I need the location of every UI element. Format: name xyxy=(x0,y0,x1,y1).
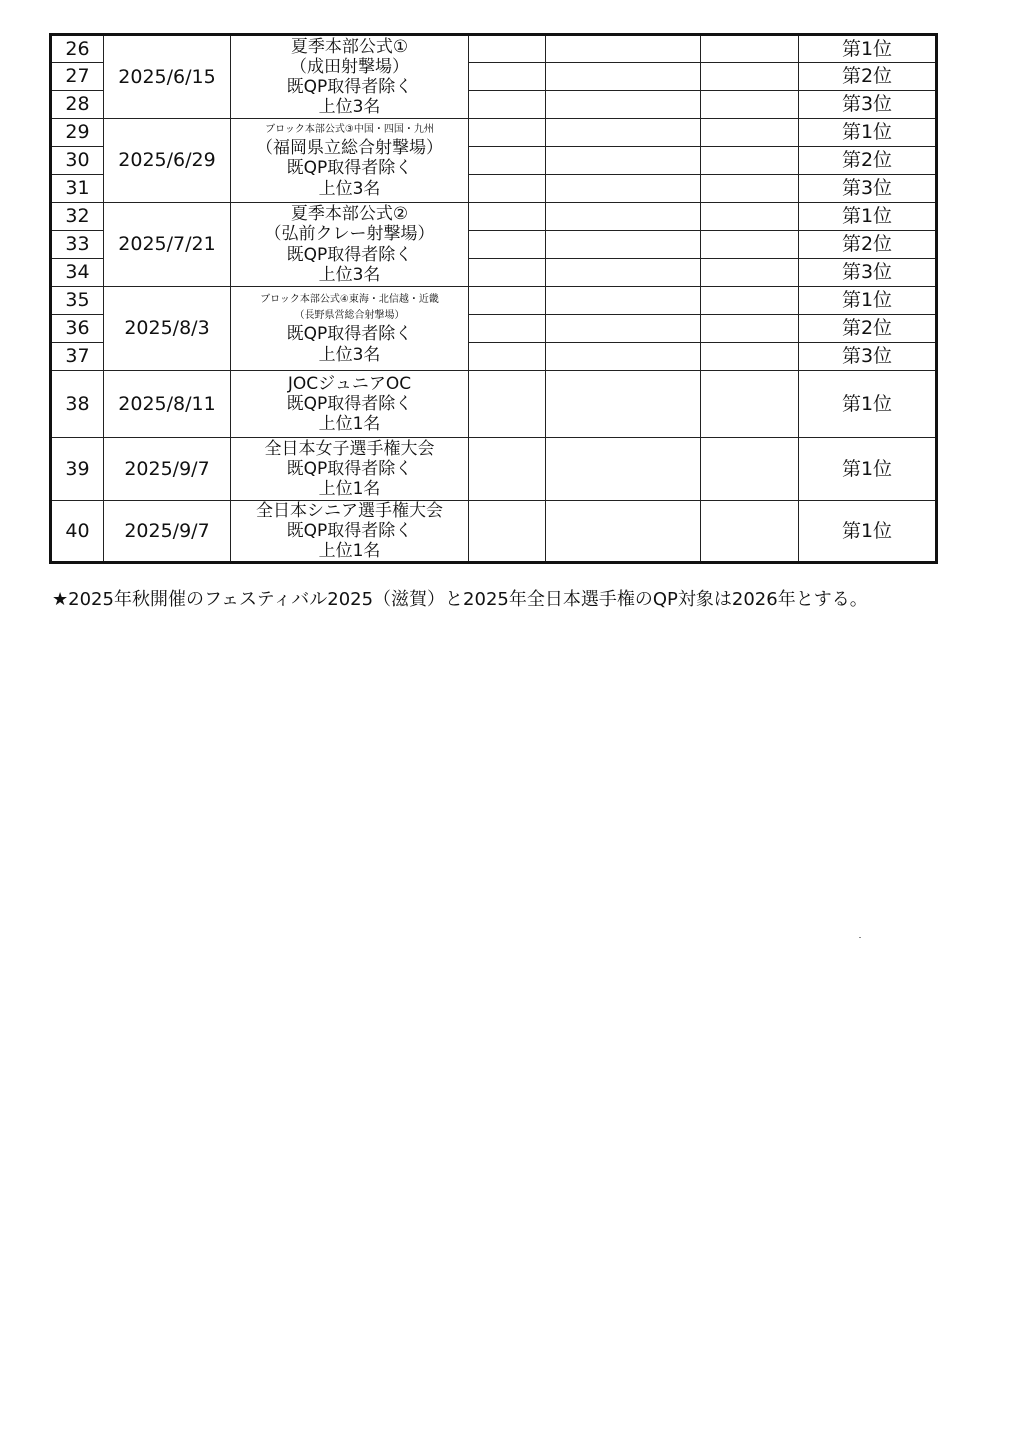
event-date: 2025/8/11 xyxy=(104,371,231,438)
blank-cell-c xyxy=(701,259,799,287)
blank-cell-a xyxy=(469,91,546,119)
rank-label: 第1位 xyxy=(799,119,937,147)
blank-cell-c xyxy=(701,438,799,501)
event-description xyxy=(231,438,469,501)
event-line: 既QP取得者除く xyxy=(286,521,413,542)
blank-cell-a xyxy=(469,315,546,343)
event-line: 上位3名 xyxy=(318,97,381,118)
blank-cell-b xyxy=(546,259,701,287)
rank-label: 第2位 xyxy=(799,315,937,343)
blank-cell-c xyxy=(701,91,799,119)
blank-cell-b xyxy=(546,175,701,203)
event-line: 夏季本部公式① xyxy=(290,36,409,57)
blank-cell-a xyxy=(469,259,546,287)
row-number: 27 xyxy=(51,63,104,91)
rank-label: 第3位 xyxy=(799,343,937,371)
rank-label: 第1位 xyxy=(799,438,937,501)
row-number: 38 xyxy=(51,371,104,438)
blank-cell-b xyxy=(546,119,701,147)
rank-label: 第3位 xyxy=(799,259,937,287)
blank-cell-b xyxy=(546,91,701,119)
event-date: 2025/8/3 xyxy=(104,287,231,371)
blank-cell-c xyxy=(701,175,799,203)
table-row xyxy=(51,371,937,438)
event-line: 全日本女子選手権大会 xyxy=(264,438,435,459)
blank-cell-b xyxy=(546,287,701,315)
row-number: 32 xyxy=(51,203,104,231)
event-line: 全日本シニア選手権大会 xyxy=(256,501,443,521)
rank-label: 第2位 xyxy=(799,231,937,259)
row-number: 37 xyxy=(51,343,104,371)
table-row xyxy=(51,438,937,501)
event-line: 既QP取得者除く xyxy=(286,393,413,414)
blank-cell-c xyxy=(701,501,799,563)
blank-cell-b xyxy=(546,63,701,91)
event-line: 夏季本部公式② xyxy=(290,204,409,225)
footnote: ★2025年秋開催のフェスティバル2025（滋賀）と2025年全日本選手権のQP対象は2026年とする。 xyxy=(52,589,868,610)
blank-cell-c xyxy=(701,287,799,315)
row-number: 36 xyxy=(51,315,104,343)
row-number: 30 xyxy=(51,147,104,175)
event-line: 既QP取得者除く xyxy=(286,324,413,345)
rank-label: 第1位 xyxy=(799,35,937,63)
blank-cell-c xyxy=(701,315,799,343)
event-date: 2025/6/29 xyxy=(104,119,231,203)
event-line: 上位3名 xyxy=(318,264,381,285)
blank-cell-b xyxy=(546,203,701,231)
rank-label: 第1位 xyxy=(799,203,937,231)
event-description xyxy=(231,203,469,287)
event-line: ブロック本部公式③中国・四国・九州 xyxy=(265,124,434,136)
rank-label: 第3位 xyxy=(799,91,937,119)
row-number: 34 xyxy=(51,259,104,287)
blank-cell-c xyxy=(701,119,799,147)
table-row xyxy=(51,119,937,147)
event-line: （長野県営総合射撃場） xyxy=(294,310,405,322)
table-body xyxy=(51,35,937,563)
event-date: 2025/6/15 xyxy=(104,35,231,119)
blank-cell-a xyxy=(469,231,546,259)
event-line: 上位1名 xyxy=(318,414,381,435)
blank-cell-b xyxy=(546,438,701,501)
event-date: 2025/9/7 xyxy=(104,438,231,501)
rank-label: 第2位 xyxy=(799,63,937,91)
rank-label: 第1位 xyxy=(799,501,937,563)
row-number: 35 xyxy=(51,287,104,315)
qp-ranking-table xyxy=(49,33,938,564)
blank-cell-a xyxy=(469,35,546,63)
row-number: 40 xyxy=(51,501,104,563)
blank-cell-c xyxy=(701,35,799,63)
blank-cell-a xyxy=(469,438,546,501)
row-number: 28 xyxy=(51,91,104,119)
blank-cell-a xyxy=(469,501,546,563)
event-line: 既QP取得者除く xyxy=(286,458,413,479)
blank-cell-b xyxy=(546,231,701,259)
blank-cell-c xyxy=(701,371,799,438)
rank-label: 第1位 xyxy=(799,287,937,315)
blank-cell-a xyxy=(469,147,546,175)
event-line: 既QP取得者除く xyxy=(286,244,413,265)
table-row xyxy=(51,287,937,315)
blank-cell-b xyxy=(546,315,701,343)
blank-cell-a xyxy=(469,371,546,438)
blank-cell-b xyxy=(546,501,701,563)
blank-cell-a xyxy=(469,175,546,203)
event-description xyxy=(231,371,469,438)
rank-label: 第3位 xyxy=(799,175,937,203)
row-number: 26 xyxy=(51,35,104,63)
blank-cell-b xyxy=(546,147,701,175)
event-date: 2025/9/7 xyxy=(104,501,231,563)
event-description xyxy=(231,287,469,371)
blank-cell-b xyxy=(546,35,701,63)
event-line: ブロック本部公式④東海・北信越・近畿 xyxy=(260,294,439,306)
event-line: 上位3名 xyxy=(318,344,381,365)
blank-cell-c xyxy=(701,63,799,91)
blank-cell-c xyxy=(701,203,799,231)
blank-cell-a xyxy=(469,203,546,231)
blank-cell-a xyxy=(469,119,546,147)
scan-speck xyxy=(859,937,861,938)
event-line: 既QP取得者除く xyxy=(286,158,413,179)
blank-cell-a xyxy=(469,343,546,371)
event-line: 上位1名 xyxy=(318,479,381,500)
table-row xyxy=(51,35,937,63)
rank-label: 第2位 xyxy=(799,147,937,175)
row-number: 29 xyxy=(51,119,104,147)
event-line: （弘前クレー射撃場） xyxy=(264,224,435,245)
event-line: JOCジュニアOC xyxy=(287,373,412,394)
table-row xyxy=(51,203,937,231)
row-number: 39 xyxy=(51,438,104,501)
event-description xyxy=(231,501,469,563)
rank-label: 第1位 xyxy=(799,371,937,438)
event-line: 上位3名 xyxy=(318,178,381,199)
row-number: 33 xyxy=(51,231,104,259)
blank-cell-c xyxy=(701,343,799,371)
blank-cell-a xyxy=(469,63,546,91)
event-line: （福岡県立総合射撃場） xyxy=(256,138,443,159)
blank-cell-b xyxy=(546,343,701,371)
blank-cell-c xyxy=(701,231,799,259)
event-description xyxy=(231,119,469,203)
blank-cell-c xyxy=(701,147,799,175)
table-row xyxy=(51,501,937,563)
row-number: 31 xyxy=(51,175,104,203)
blank-cell-a xyxy=(469,287,546,315)
event-description xyxy=(231,35,469,119)
blank-cell-b xyxy=(546,371,701,438)
event-line: 上位1名 xyxy=(318,541,381,562)
event-date: 2025/7/21 xyxy=(104,203,231,287)
event-line: （成田射撃場） xyxy=(290,56,409,77)
event-line: 既QP取得者除く xyxy=(286,77,413,97)
